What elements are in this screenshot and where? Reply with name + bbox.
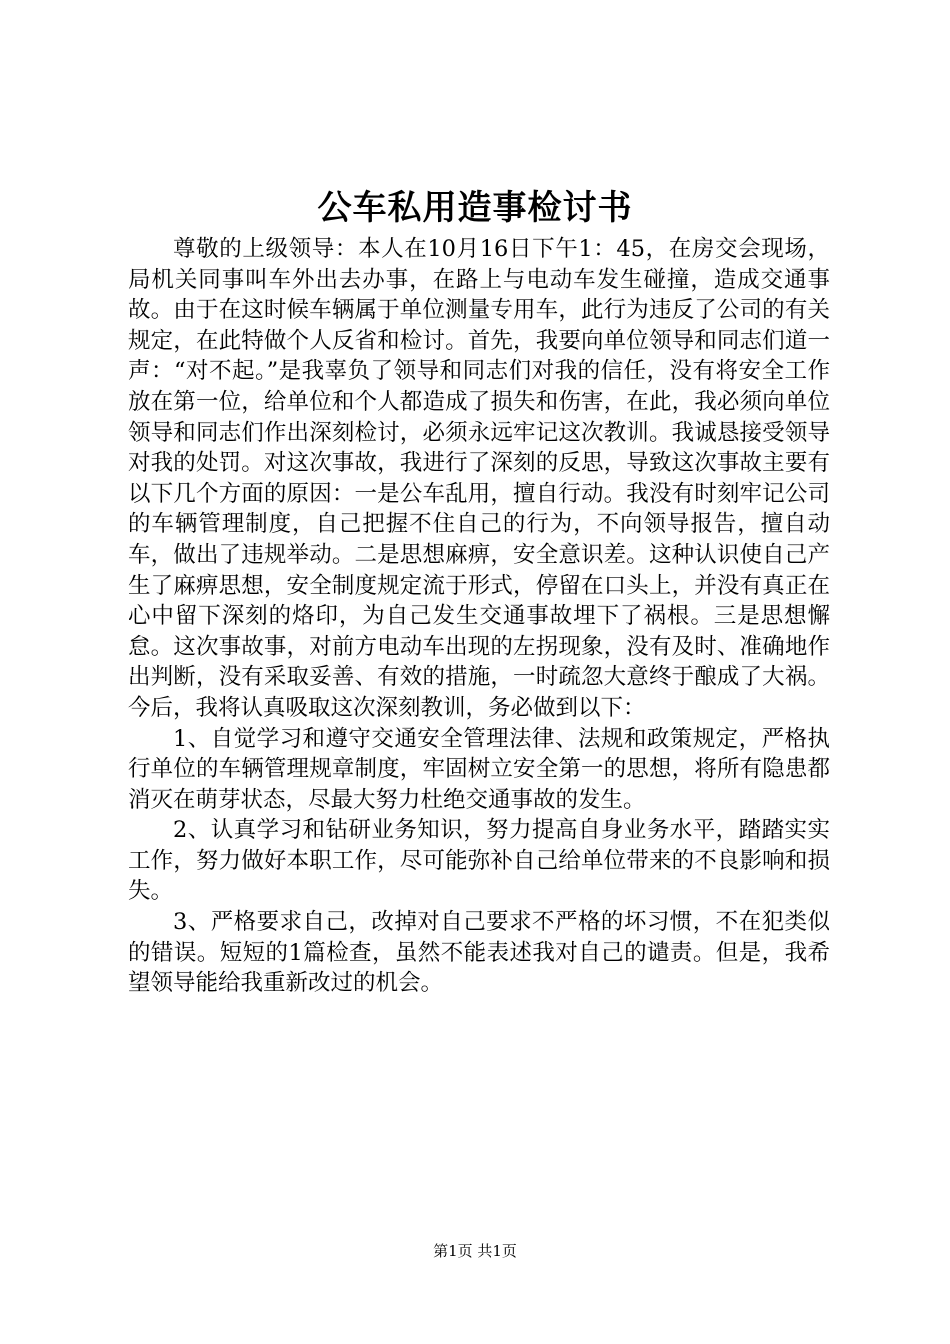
- paragraph-item-2: 2、认真学习和钻研业务知识，努力提高自身业务水平，踏踏实实工作，努力做好本职工作，尽可能弥补自己给单位带来的不良影响和损失。: [128, 817, 830, 905]
- paragraph-main: 尊敬的上级领导：本人在10月16日下午1：45，在房交会现场，局机关同事叫车外出去办事，在路上与电动车发生碰撞，造成交通事故。由于在这时候车辆属于单位测量专用车，此行为违反了公司的有关规定，在此特做个人反省和检讨。首先，我要向单位领导和同志们道一声：“对不起。”是我辜负了领导和同志们对我的信任，没有将安全工作放在第一位，给单位和个人都造成了损失和伤害，在此，我必须向单位领导和同志们作出深刻检讨，必须永远牢记这次教训。我诚恳接受领导对我的处罚。对这次事故，我进行了深刻的反思，导致这次事故主要有以下几个方面的原因：一是公车乱用，擅自行动。我没有时刻牢记公司的车辆管理制度，自己把握不住自己的行为，不向领导报告，擅自动车，做出了违规举动。二是思想麻痹，安全意识差。这种认识使自己产生了麻痹思想，安全制度规定流于形式，停留在口头上，并没有真正在心中留下深刻的烙印，为自己发生交通事故埋下了祸根。三是思想懈怠。这次事故事，对前方电动车出现的左拐现象，没有及时、准确地作出判断，没有采取妥善、有效的措施，一时疏忽大意终于酿成了大祸。今后，我将认真吸取这次深刻教训，务必做到以下：: [128, 236, 830, 721]
- paragraph-item-1: 1、自觉学习和遵守交通安全管理法律、法规和政策规定，严格执行单位的车辆管理规章制度，牢固树立安全第一的思想，将所有隐患都消灭在萌芽状态，尽最大努力杜绝交通事故的发生。: [128, 725, 830, 813]
- paragraph-item-3: 3、严格要求自己，改掉对自己要求不严格的坏习惯，不在犯类似的错误。短短的1篇检查，虽然不能表述我对自己的谴责。但是，我希望领导能给我重新改过的机会。: [128, 909, 830, 997]
- page-footer: 第1页 共1页: [433, 1242, 517, 1260]
- document-body: [128, 234, 830, 999]
- document-title: 公车私用造事检讨书: [317, 188, 633, 228]
